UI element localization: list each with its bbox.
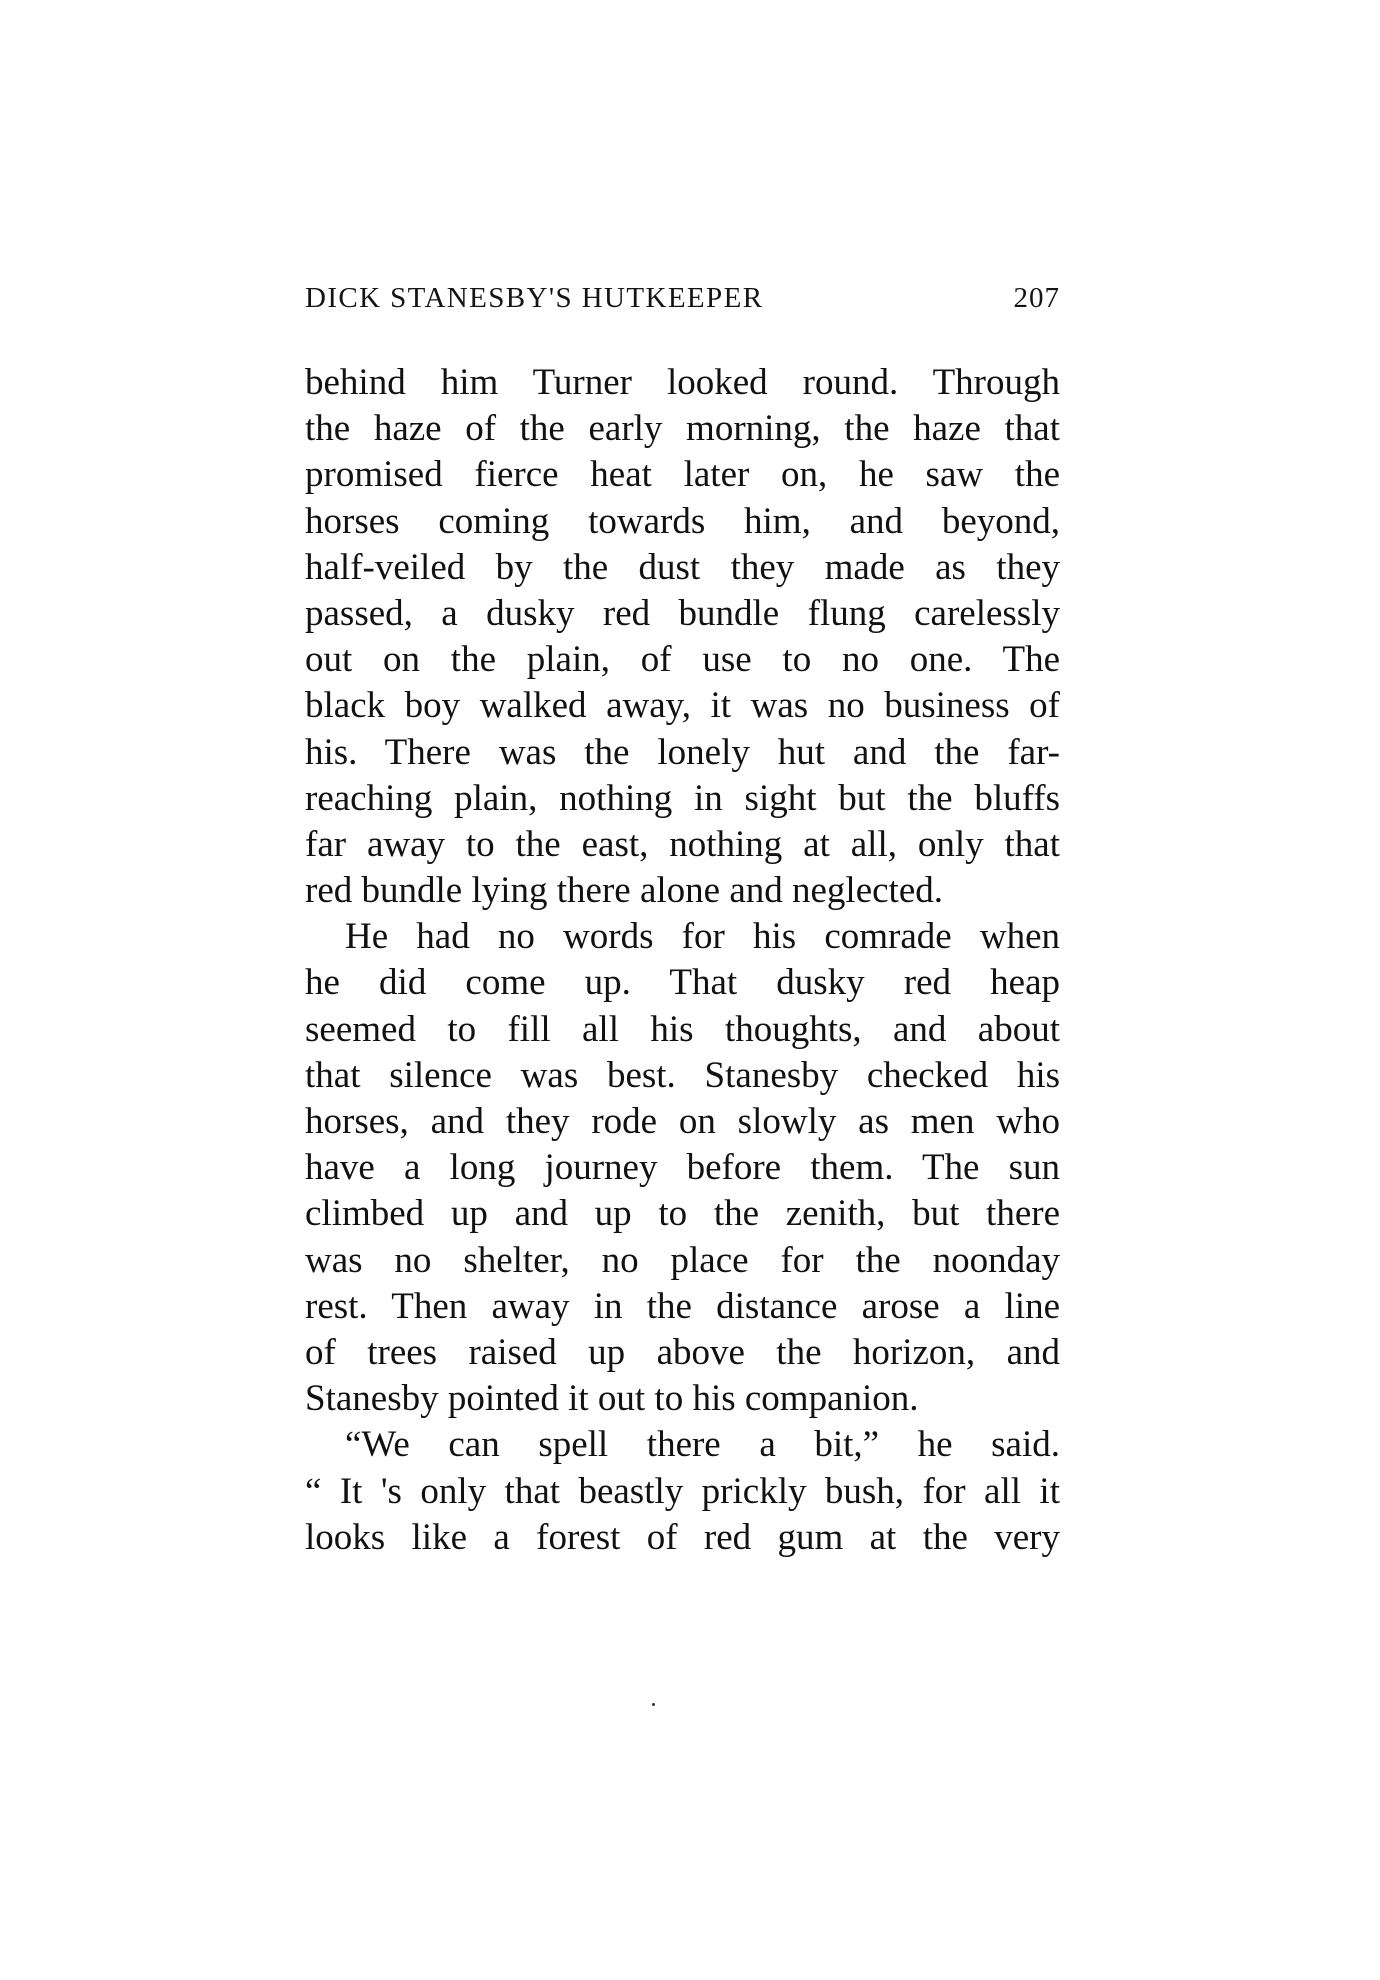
text-line: Stanesby pointed it out to his companion.	[305, 1378, 919, 1420]
text-line: that silence was best. Stanesby checked his	[305, 1054, 1060, 1096]
text-line: have a long journey before them. The sun	[305, 1147, 1060, 1189]
running-head	[305, 282, 1060, 315]
printer-mark	[652, 1703, 655, 1706]
text-line: seemed to fill all his thoughts, and about	[305, 1008, 1060, 1050]
text-line: He had no words for his comrade when	[345, 916, 1060, 958]
text-line: he did come up. That dusky red heap	[305, 962, 1060, 1004]
body-text	[305, 360, 1060, 1561]
text-line: red bundle lying there alone and neglected.	[305, 870, 943, 912]
text-line: out on the plain, of use to no one. The	[305, 639, 1060, 681]
text-line: horses coming towards him, and beyond,	[305, 500, 1060, 542]
text-line: passed, a dusky red bundle flung carelessly	[305, 592, 1060, 634]
text-line: “ It 's only that beastly prickly bush, for all it	[305, 1470, 1060, 1512]
text-line: looks like a forest of red gum at the very	[305, 1516, 1060, 1558]
text-line: horses, and they rode on slowly as men who	[305, 1101, 1060, 1142]
text-line: climbed up and up to the zenith, but there	[305, 1193, 1060, 1235]
text-line: behind him Turner looked round. Through	[305, 362, 1060, 403]
text-line: far away to the east, nothing at all, only that	[305, 823, 1060, 865]
text-line: the haze of the early morning, the haze that	[305, 408, 1060, 450]
text-line: was no shelter, no place for the noonday	[305, 1239, 1060, 1281]
page-number: 207	[1013, 282, 1060, 314]
text-line: promised fierce heat later on, he saw the	[305, 454, 1060, 496]
text-line: rest. Then away in the distance arose a line	[305, 1285, 1060, 1327]
text-line: of trees raised up above the horizon, and	[305, 1331, 1060, 1373]
text-line: black boy walked away, it was no business of	[305, 685, 1060, 727]
text-line: his. There was the lonely hut and the far-	[305, 731, 1060, 773]
text-line: reaching plain, nothing in sight but the bluffs	[305, 777, 1060, 819]
text-line: “We can spell there a bit,” he said.	[345, 1424, 1060, 1466]
running-title: DICK STANESBY'S HUTKEEPER	[305, 282, 764, 314]
text-line: half-veiled by the dust they made as they	[305, 546, 1060, 588]
